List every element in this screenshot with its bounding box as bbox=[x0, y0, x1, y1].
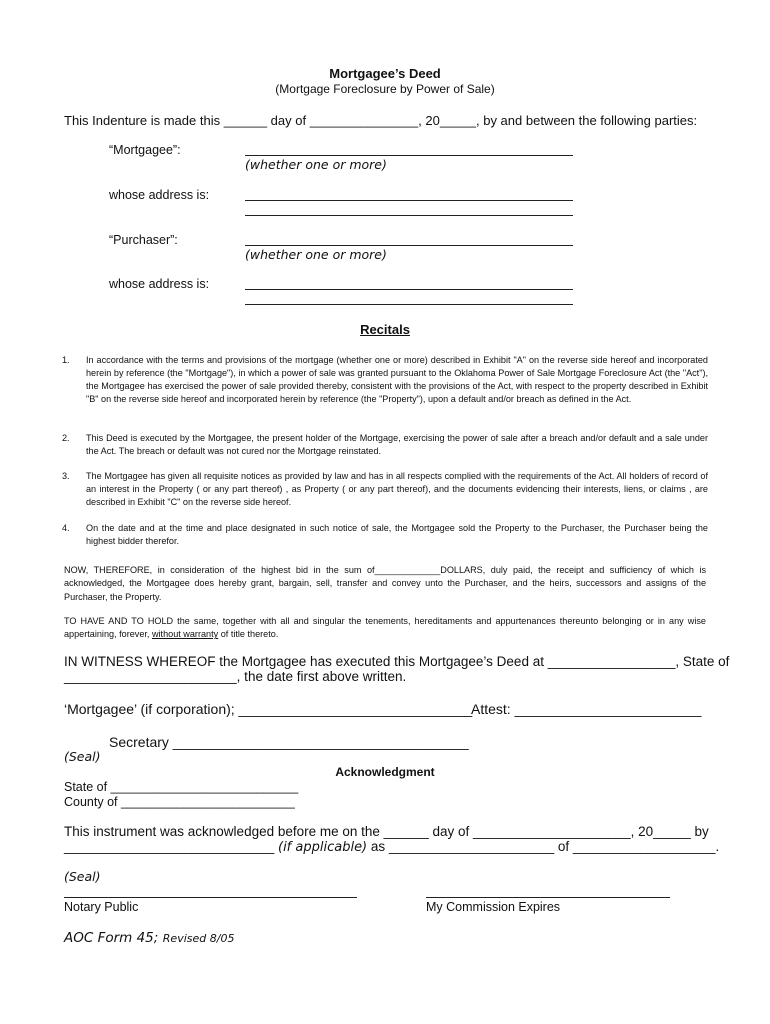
commission-signature-line[interactable] bbox=[426, 897, 670, 898]
notary-signature-line[interactable] bbox=[64, 897, 357, 898]
recital-text: The Mortgagee has given all requisite notices as provided by law and has in all respects complied with the requirements of the Act. All holders of record of an interest in the Property ( or any part thereof) , as Property ( or any part thereof), and the documents evidencing their interests, liens, or claims , are described in Exhibit "C" on the reverse side hereof. bbox=[86, 471, 708, 507]
recital-text: In accordance with the terms and provisions of the mortgage (whether one or more) described in Exhibit "A" on the reverse side hereof and incorporated herein by reference (the "Mortgage"), in which a power of sale was granted pursuant to the Oklahoma Power of Sale Mortgage Foreclosure Act (the "Act"), the Mortgagee has exercised the power of sale provided thereby, consistent with the provisions of the Act, with respect to the property described in Exhibit "B" on the reverse side hereof and incorporated herein by reference (the "Property"), upon a default and/or breach as defined in the Act. bbox=[86, 355, 708, 404]
mortgagee-corp-signature: ‘Mortgagee’ (if corporation); ______________________________ bbox=[64, 701, 473, 717]
form-number: AOC Form 45; bbox=[64, 930, 159, 946]
now-therefore-paragraph: NOW, THEREFORE, in consideration of the highest bid in the sum of_____________DOLLARS, duly paid, the receipt and sufficiency of which is acknowledged, the Mortgagee does hereby grant, bargain, sell, transfer and convey unto the Purchaser, and the heirs, successors and assigns of the Purchaser, the Property. bbox=[64, 565, 706, 602]
mortgagee-address-line-1[interactable] bbox=[245, 200, 573, 201]
ack-name-blank: ____________________________ bbox=[64, 839, 275, 854]
to-have-text: TO HAVE AND TO HOLD the same, together with all and singular the tenements, hereditaments and appurtenances thereunto belonging or in any wise appertaining, forever, bbox=[64, 616, 706, 640]
notary-public-label: Notary Public bbox=[64, 900, 139, 914]
recital-number: 4. bbox=[62, 523, 70, 533]
mortgagee-label: “Mortgagee”: bbox=[109, 143, 181, 157]
mortgagee-note: (whether one or more) bbox=[245, 157, 387, 172]
acknowledgment-heading: Acknowledgment bbox=[335, 765, 435, 779]
indenture-intro: This Indenture is made this ______ day of _______________, 20_____, by and between the following parties: bbox=[64, 113, 698, 128]
attest-signature: Attest: ________________________ bbox=[471, 701, 702, 717]
witness-line-2: _______________________, the date first above written. bbox=[64, 669, 407, 684]
without-warranty-text: without warranty bbox=[151, 629, 219, 640]
commission-expires-label: My Commission Expires bbox=[426, 900, 561, 914]
to-have-text-end: of title thereto. bbox=[218, 629, 279, 640]
ack-state: State of ___________________________ bbox=[64, 780, 299, 794]
recital-item bbox=[62, 522, 708, 548]
to-have-paragraph bbox=[64, 615, 706, 642]
deed-title: Mortgagee’s Deed bbox=[329, 66, 441, 81]
ack-line-2 bbox=[64, 839, 719, 855]
notary-seal-label: (Seal) bbox=[64, 869, 101, 884]
mortgagee-name-line[interactable] bbox=[245, 155, 573, 156]
purchaser-address-label: whose address is: bbox=[109, 277, 210, 291]
secretary-signature: Secretary ______________________________________ bbox=[109, 734, 469, 750]
if-applicable-note: (if applicable) bbox=[278, 840, 368, 855]
recital-item bbox=[62, 470, 708, 509]
ack-line-2-rest: as ______________________ of ___________________. bbox=[367, 839, 720, 854]
form-footer bbox=[64, 929, 234, 947]
recitals-heading: Recitals bbox=[360, 322, 410, 337]
recital-number: 2. bbox=[62, 433, 70, 443]
witness-line-1: IN WITNESS WHEREOF the Mortgagee has executed this Mortgagee’s Deed at _________________, State of bbox=[64, 654, 730, 669]
recital-number: 1. bbox=[62, 355, 70, 365]
purchaser-note: (whether one or more) bbox=[245, 247, 387, 262]
recital-text: On the date and at the time and place designated in such notice of sale, the Mortgagee sold the Property to the Purchaser, the Purchaser being the highest bidder therefor. bbox=[86, 523, 708, 546]
recital-item bbox=[62, 354, 708, 406]
recital-item bbox=[62, 432, 708, 458]
seal-label: (Seal) bbox=[64, 749, 101, 764]
form-revision: Revised 8/05 bbox=[162, 932, 235, 945]
purchaser-address-line-2[interactable] bbox=[245, 304, 573, 305]
purchaser-address-line-1[interactable] bbox=[245, 289, 573, 290]
purchaser-name-line[interactable] bbox=[245, 245, 573, 246]
purchaser-label: “Purchaser”: bbox=[109, 233, 178, 247]
ack-county: County of _________________________ bbox=[64, 795, 295, 809]
ack-line-1: This instrument was acknowledged before me on the ______ day of _____________________, 20_____ by bbox=[64, 824, 709, 839]
recital-text: This Deed is executed by the Mortgagee, the present holder of the Mortgage, exercising the power of sale after a breach and/or default and a sale under the Act. The breach or default was not cured nor the Mortgage reinstated. bbox=[86, 433, 708, 456]
recital-number: 3. bbox=[62, 471, 70, 481]
deed-subtitle: (Mortgage Foreclosure by Power of Sale) bbox=[275, 82, 495, 96]
mortgagee-address-label: whose address is: bbox=[109, 188, 210, 202]
mortgagee-address-line-2[interactable] bbox=[245, 215, 573, 216]
